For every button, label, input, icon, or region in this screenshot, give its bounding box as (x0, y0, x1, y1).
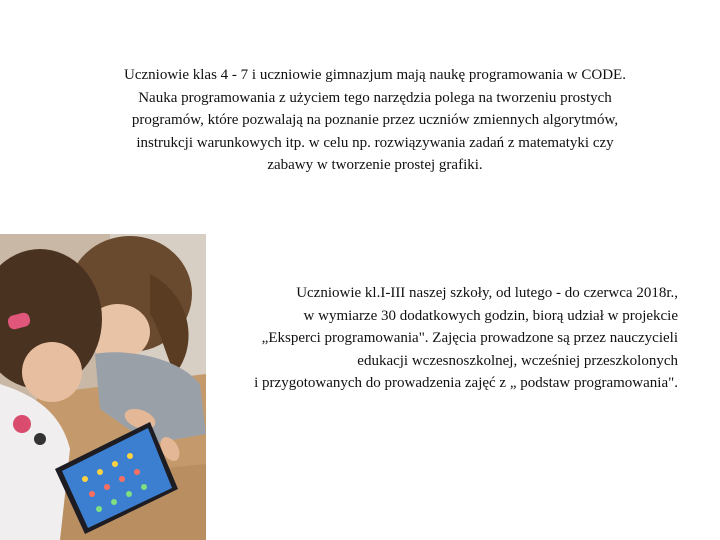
intro-paragraph (50, 64, 700, 177)
intro-line: Nauka programowania z użyciem tego narzędzia polega na tworzeniu prostych (138, 89, 612, 106)
project-line: w wymiarze 30 dodatkowych godzin, biorą udział w projekcie (303, 307, 678, 324)
project-line: i przygotowanych do prowadzenia zajęć z „ podstaw programowania". (254, 375, 678, 391)
intro-line: Uczniowie klas 4 - 7 i uczniowie gimnazjum mają naukę programowania w CODE. (124, 67, 626, 83)
intro-line: programów, które pozwalają na poznanie przez uczniów zmiennych algorytmów, (131, 112, 619, 128)
intro-line: zabawy w tworzenie prostej grafiki. (267, 157, 483, 173)
intro-line: instrukcji warunkowych itp. w celu np. rozwiązywania zadań z matematyki czy (136, 134, 614, 151)
project-paragraph (150, 282, 678, 395)
project-line: edukacji wczesnoszkolnej, wcześniej przeszkolonych (357, 352, 678, 369)
project-line: „Eksperci programowania". Zajęcia prowadzone są przez nauczycieli (261, 330, 678, 346)
project-line: Uczniowie kl.I-III naszej szkoły, od lutego - do czerwca 2018r., (296, 285, 678, 301)
